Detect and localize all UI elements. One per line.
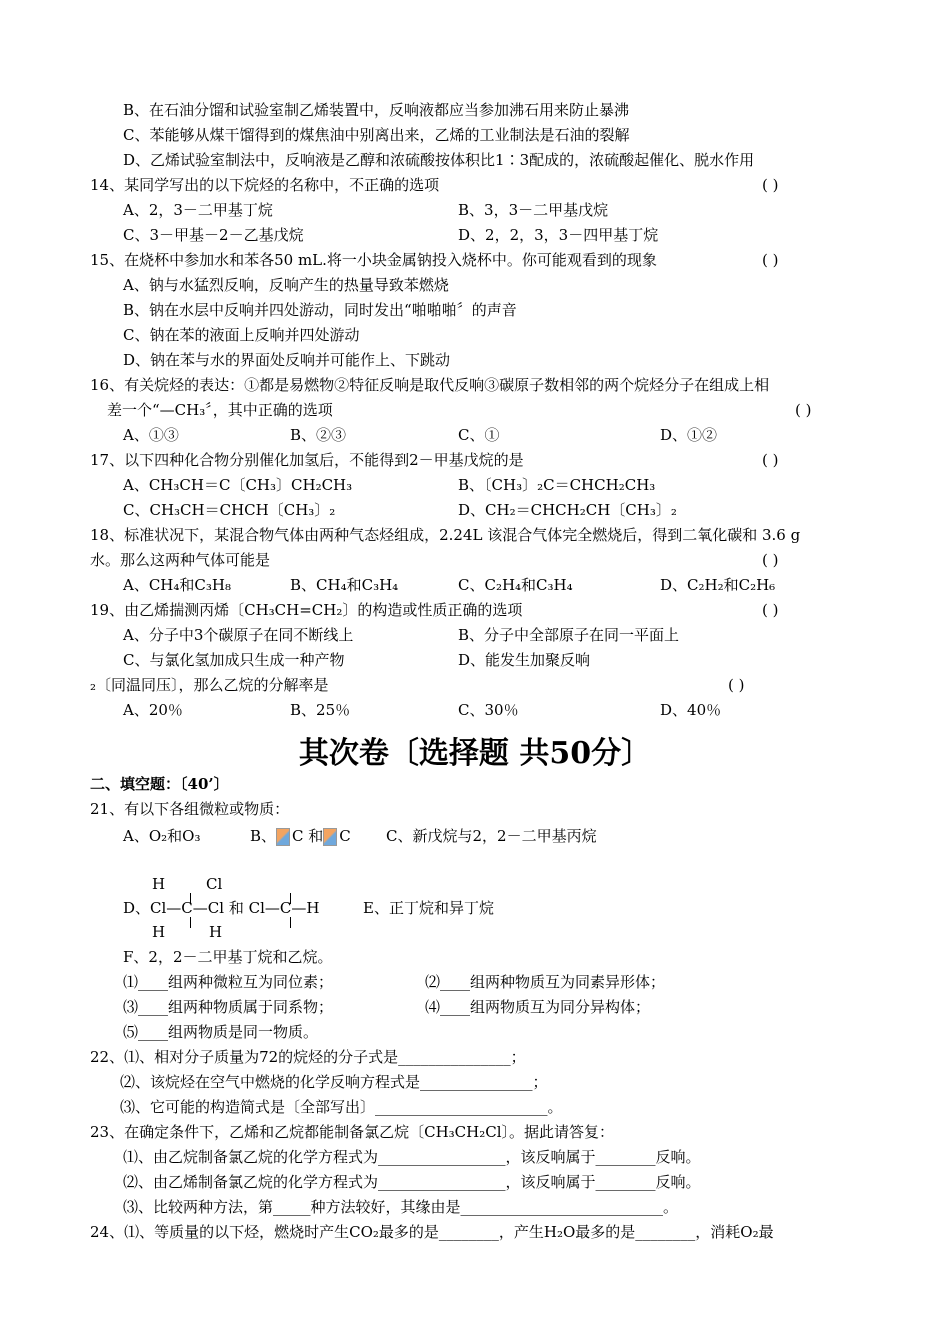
structure-bot-h2: H bbox=[209, 923, 223, 941]
bond-line bbox=[190, 917, 191, 928]
question-line-q17c: C、CH₃CH＝CHCH〔CH₃〕₂ bbox=[123, 501, 336, 519]
question-line-q16o1: A、①③ bbox=[123, 426, 179, 444]
q21-option-a: A、O₂和O₃ bbox=[123, 827, 201, 845]
q21-stem: 21、有以下各组微粒或物质： bbox=[90, 800, 290, 818]
answer-parenthesis-p16: ( ) bbox=[795, 401, 812, 419]
q22-line-3: ⑶、它可能的构造简式是〔全部写出〕_______________________。 bbox=[120, 1098, 563, 1116]
question-line-q14: 14、某同学写出的以下烷烃的名称中，不正确的选项 bbox=[90, 176, 440, 194]
q21-sub-3: ⑶____组两种物质属于同系物； bbox=[123, 998, 334, 1016]
question-line-q16o3: C、① bbox=[458, 426, 500, 444]
question-line-q19a: A、分子中3个碳原子在同不断线上 bbox=[123, 626, 354, 644]
answer-parenthesis-p17: ( ) bbox=[762, 451, 779, 469]
q23-line-2: ⑵、由乙烯制备氯乙烷的化学方程式为_________________，该反响属于________反响。 bbox=[123, 1173, 701, 1191]
structure-top-h: H bbox=[152, 875, 166, 893]
question-line-q17a: A、CH₃CH＝C〔CH₃〕CH₂CH₃ bbox=[123, 476, 353, 494]
question-line-q17: 17、以下四种化合物分别催化加氢后，不能得到2－甲基戊烷的是 bbox=[90, 451, 524, 469]
question-line-q15b: B、钠在水层中反响并四处游动，同时发出“啪啪啪〞的声音 bbox=[123, 301, 517, 319]
question-line-q14b: B、3，3－二甲基戊烷 bbox=[458, 201, 609, 219]
question-line-l3: D、乙烯试验室制法中，反响液是乙醇和浓硫酸按体积比1∶3配成的，浓硫酸起催化、脱水作用 bbox=[123, 151, 755, 169]
question-line-q15a: A、钠与水猛烈反响，反响产生的热量导致苯燃烧 bbox=[123, 276, 449, 294]
answer-parenthesis-p15: ( ) bbox=[762, 251, 779, 269]
structure-top-cl: Cl bbox=[206, 875, 223, 893]
q23-line-3: ⑶、比较两种方法，第_____种方法较好，其缘由是___________________________。 bbox=[123, 1198, 679, 1216]
q21-option-e: E、正丁烷和异丁烷 bbox=[363, 899, 494, 917]
q22-line-1: 22、⑴、相对分子质量为72的烷烃的分子式是_______________； bbox=[90, 1048, 526, 1066]
question-line-q19: 19、由乙烯揣测丙烯〔CH₃CH=CH₂〕的构造或性质正确的选项 bbox=[90, 601, 523, 619]
q21-option-b-end: C bbox=[339, 827, 351, 845]
q21-sub-2: ⑵____组两种物质互为同素异形体； bbox=[425, 973, 666, 991]
question-line-q18: 18、标准状况下，某混合物气体由两种气态烃组成，2.24L 该混合气体完全燃烧后，得到二氧化碳和 3.6 g bbox=[90, 526, 801, 544]
isotope-image-icon bbox=[276, 828, 290, 846]
section-heading: 二、填空题：〔40’〕 bbox=[90, 775, 229, 793]
question-line-q19b: B、分子中全部原子在同一平面上 bbox=[458, 626, 680, 644]
question-line-q15: 15、在烧杯中参加水和苯各50 mL.将一小块金属钠投入烧杯中。你可能观看到的现象 bbox=[90, 251, 657, 269]
question-line-q16o4: D、①② bbox=[660, 426, 718, 444]
isotope-image-icon bbox=[323, 828, 337, 846]
bond-line bbox=[290, 917, 291, 928]
question-line-q16b: 差一个“—CH₃〞，其中正确的选项 bbox=[107, 401, 333, 419]
q21-option-d: D、Cl—C—Cl 和 Cl—C—H bbox=[123, 899, 320, 917]
q23-line-1: ⑴、由乙烷制备氯乙烷的化学方程式为_________________，该反响属于________反响。 bbox=[123, 1148, 701, 1166]
question-line-q18o4: D、C₂H₂和C₂H₆ bbox=[660, 576, 776, 594]
q23-stem: 23、在确定条件下，乙烯和乙烷都能制备氯乙烷〔CH₃CH₂Cl〕。据此请答复： bbox=[90, 1123, 615, 1141]
q21-option-b-mid: C 和 bbox=[292, 827, 324, 845]
question-line-q15c: C、钠在苯的液面上反响并四处游动 bbox=[123, 326, 360, 344]
q21-sub-1: ⑴____组两种微粒互为同位素； bbox=[123, 973, 334, 991]
question-line-q17d: D、CH₂＝CHCH₂CH〔CH₃〕₂ bbox=[458, 501, 677, 519]
section-title: 其次卷〔选择题 共50分〕 bbox=[298, 736, 652, 771]
question-line-q16o2: B、②③ bbox=[290, 426, 347, 444]
question-line-q17b: B、〔CH₃〕₂C＝CHCH₂CH₃ bbox=[458, 476, 656, 494]
question-line-q18o3: C、C₂H₄和C₃H₄ bbox=[458, 576, 573, 594]
q21-option-b bbox=[250, 826, 351, 848]
q21-option-f: F、2，2－二甲基丁烷和乙烷。 bbox=[123, 948, 333, 966]
question-line-q14c: C、3－甲基－2－乙基戊烷 bbox=[123, 226, 304, 244]
question-line-q18o2: B、CH₄和C₃H₄ bbox=[290, 576, 399, 594]
question-line-q16: 16、有关烷烃的表达：①都是易燃物②特征反响是取代反响③碳原子数相邻的两个烷烃分子在组成上相 bbox=[90, 376, 770, 394]
question-line-q20o4: D、40％ bbox=[660, 701, 722, 719]
structure-bot-h1: H bbox=[152, 923, 166, 941]
answer-parenthesis-p18: ( ) bbox=[762, 551, 779, 569]
question-line-q19d: D、能发生加聚反响 bbox=[458, 651, 591, 669]
question-line-q18o1: A、CH₄和C₃H₈ bbox=[123, 576, 231, 594]
question-line-l2: C、苯能够从煤干馏得到的煤焦油中别离出来，乙烯的工业制法是石油的裂解 bbox=[123, 126, 630, 144]
answer-parenthesis-p20: ( ) bbox=[728, 676, 745, 694]
question-line-q14a: A、2，3－二甲基丁烷 bbox=[123, 201, 273, 219]
question-line-q20o1: A、20％ bbox=[123, 701, 183, 719]
q21-option-c: C、新戊烷与2，2－二甲基丙烷 bbox=[386, 827, 597, 845]
question-line-q19c: C、与氯化氢加成只生成一种产物 bbox=[123, 651, 345, 669]
q22-line-2: ⑵、该烷烃在空气中燃烧的化学反响方程式是_______________； bbox=[120, 1073, 548, 1091]
q24-line-1: 24、⑴、等质量的以下烃，燃烧时产生CO₂最多的是________，产生H₂O最多的是________，消耗O₂最 bbox=[90, 1223, 774, 1241]
q21-sub-4: ⑷____组两物质互为同分异构体； bbox=[425, 998, 651, 1016]
answer-parenthesis-p14: ( ) bbox=[762, 176, 779, 194]
q21-sub-5: ⑸____组两物质是同一物质。 bbox=[123, 1023, 319, 1041]
answer-parenthesis-p19: ( ) bbox=[762, 601, 779, 619]
question-line-q18b: 水。那么这两种气体可能是 bbox=[90, 551, 271, 569]
question-line-l1: B、在石油分馏和试验室制乙烯装置中，反响液都应当参加沸石用来防止暴沸 bbox=[123, 101, 630, 119]
question-line-q20o3: C、30％ bbox=[458, 701, 519, 719]
question-line-q15d: D、钠在苯与水的界面处反响并可能作上、下跳动 bbox=[123, 351, 451, 369]
question-line-q20: ₂〔同温同压〕，那么乙烷的分解率是 bbox=[90, 676, 329, 694]
question-line-q20o2: B、25％ bbox=[290, 701, 351, 719]
question-line-q14d: D、2，2，3，3－四甲基丁烷 bbox=[458, 226, 659, 244]
q21-option-b-prefix: B、 bbox=[250, 827, 277, 845]
